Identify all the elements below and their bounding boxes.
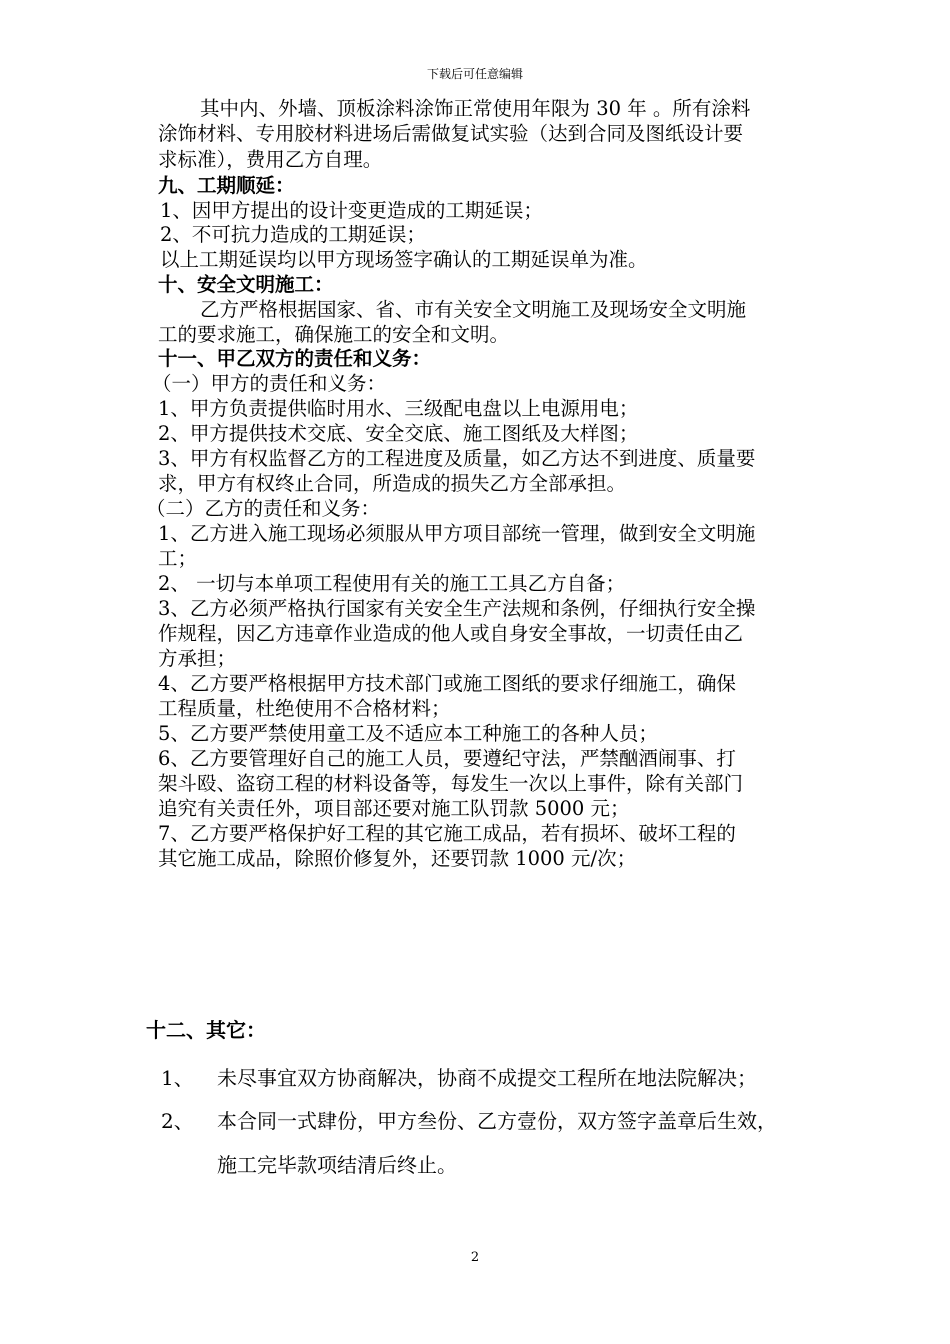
section-heading: 十、安全文明施工： <box>158 273 334 296</box>
section-heading: 十二、其它： <box>146 1018 266 1042</box>
body-line: 其中内、外墙、顶板涂料涂饰正常使用年限为 30 年 。所有涂料 <box>200 97 751 120</box>
body-line: 工的要求施工，确保施工的安全和文明。 <box>158 323 510 346</box>
page-header: 下载后可任意编辑 <box>426 67 523 81</box>
list-item: 5、乙方要严禁使用童工及不适应本工种施工的各种人员； <box>158 722 658 745</box>
list-item: 3、乙方必须严格执行国家有关安全生产法规和条例，仔细执行安全操 <box>158 597 756 620</box>
page-number: 2 <box>470 1250 480 1265</box>
body-line: 施工完毕款项结清后终止。 <box>217 1153 457 1177</box>
body-line: 其它施工成品，除照价修复外，还要罚款 1000 元/次； <box>158 847 637 870</box>
list-item: 2、不可抗力造成的工期延误； <box>160 223 426 246</box>
body-line: 架斗殴、盗窃工程的材料设备等，每发生一次以上事件，除有关部门 <box>158 772 744 795</box>
subsection-title: （二）乙方的责任和义务： <box>146 497 381 520</box>
list-item: 1、因甲方提出的设计变更造成的工期延误； <box>160 199 543 222</box>
list-item: 7、乙方要严格保护好工程的其它施工成品，若有损坏、破坏工程的 <box>158 822 736 845</box>
body-line: 以上工期延误均以甲方现场签字确认的工期延误单为准。 <box>160 248 648 271</box>
body-line: 乙方严格根据国家、省、市有关安全文明施工及现场安全文明施 <box>200 298 747 321</box>
list-number: 1、 <box>161 1066 194 1090</box>
subsection-title: （一）甲方的责任和义务： <box>152 372 387 395</box>
list-number: 2、 <box>161 1109 194 1133</box>
list-item: 6、乙方要管理好自己的施工人员，要遵纪守法，严禁酗酒闹事、打 <box>158 747 736 770</box>
list-item: 1、甲方负责提供临时用水、三级配电盘以上电源用电； <box>158 397 639 420</box>
list-item: 3、甲方有权监督乙方的工程进度及质量，如乙方达不到进度、质量要 <box>158 447 756 470</box>
list-item: 4、乙方要严格根据甲方技术部门或施工图纸的要求仔细施工，确保 <box>158 672 736 695</box>
list-item: 本合同一式肆份，甲方叁份、乙方壹份，双方签字盖章后生效， <box>217 1109 777 1133</box>
body-line: 涂饰材料、专用胶材料进场后需做复试实验（达到合同及图纸设计要 <box>158 122 744 145</box>
body-line: 方承担； <box>158 647 237 670</box>
list-item: 1、乙方进入施工现场必须服从甲方项目部统一管理，做到安全文明施 <box>158 522 756 545</box>
body-line: 工程质量，杜绝使用不合格材料； <box>158 697 451 720</box>
body-line: 追究有关责任外，项目部还要对施工队罚款 5000 元； <box>158 797 630 820</box>
body-line: 工； <box>158 547 198 570</box>
section-heading: 九、工期顺延： <box>158 174 295 197</box>
list-item: 2、甲方提供技术交底、安全交底、施工图纸及大样图； <box>158 422 639 445</box>
list-item: 2、 一切与本单项工程使用有关的施工工具乙方自备； <box>158 572 626 595</box>
body-line: 求，甲方有权终止合同，所造成的损失乙方全部承担。 <box>158 472 627 495</box>
body-line: 作规程，因乙方违章作业造成的他人或自身安全事故，一切责任由乙 <box>158 622 744 645</box>
body-line: 求标准），费用乙方自理。 <box>158 148 383 171</box>
list-item: 未尽事宜双方协商解决，协商不成提交工程所在地法院解决； <box>217 1066 757 1090</box>
section-heading: 十一、甲乙双方的责任和义务： <box>158 347 432 370</box>
